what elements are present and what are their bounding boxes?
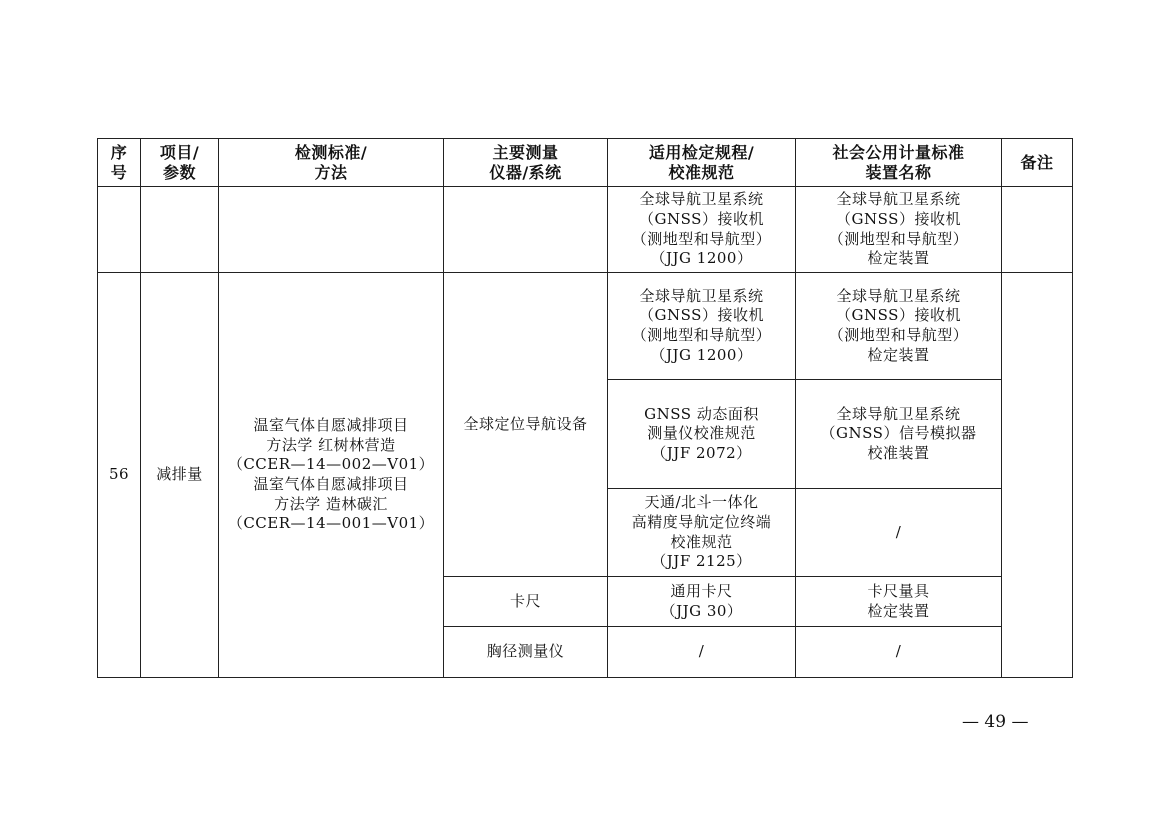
header-device: 社会公用计量标准 装置名称 bbox=[796, 139, 1002, 187]
cell-device: 全球导航卫星系统 （GNSS）信号模拟器 校准装置 bbox=[796, 380, 1002, 489]
cell-empty bbox=[444, 187, 608, 273]
header-item: 项目/ 参数 bbox=[141, 139, 219, 187]
table-row bbox=[98, 187, 1073, 273]
cell-procedure: 全球导航卫星系统 （GNSS）接收机 （测地型和导航型） （JJG 1200） bbox=[608, 187, 796, 273]
cell-remark bbox=[1002, 273, 1073, 678]
cell-device: / bbox=[796, 627, 1002, 678]
cell-instrument: 全球定位导航设备 bbox=[444, 273, 608, 577]
cell-remark bbox=[1002, 187, 1073, 273]
header-instrument: 主要测量 仪器/系统 bbox=[444, 139, 608, 187]
cell-procedure: 天通/北斗一体化 高精度导航定位终端 校准规范 （JJF 2125） bbox=[608, 489, 796, 577]
cell-procedure: GNSS 动态面积 测量仪校准规范 （JJF 2072） bbox=[608, 380, 796, 489]
cell-empty bbox=[219, 187, 444, 273]
cell-item: 减排量 bbox=[141, 273, 219, 678]
header-seq: 序 号 bbox=[98, 139, 141, 187]
cell-procedure: 全球导航卫星系统 （GNSS）接收机 （测地型和导航型） （JJG 1200） bbox=[608, 273, 796, 380]
cell-device: 卡尺量具 检定装置 bbox=[796, 577, 1002, 627]
header-row bbox=[98, 139, 1073, 187]
page-number: — 49 — bbox=[962, 712, 1029, 732]
cell-procedure: / bbox=[608, 627, 796, 678]
cell-instrument: 卡尺 bbox=[444, 577, 608, 627]
cell-device: 全球导航卫星系统 （GNSS）接收机 （测地型和导航型） 检定装置 bbox=[796, 187, 1002, 273]
cell-device: 全球导航卫星系统 （GNSS）接收机 （测地型和导航型） 检定装置 bbox=[796, 273, 1002, 380]
cell-procedure: 通用卡尺 （JJG 30） bbox=[608, 577, 796, 627]
header-remark: 备注 bbox=[1002, 139, 1073, 187]
cell-seq: 56 bbox=[98, 273, 141, 678]
table-row bbox=[98, 273, 1073, 380]
header-standard: 检测标准/ 方法 bbox=[219, 139, 444, 187]
cell-empty bbox=[141, 187, 219, 273]
measurement-standards-table bbox=[97, 138, 1073, 678]
cell-instrument: 胸径测量仪 bbox=[444, 627, 608, 678]
cell-device: / bbox=[796, 489, 1002, 577]
cell-empty bbox=[98, 187, 141, 273]
cell-standard: 温室气体自愿减排项目 方法学 红树林营造 （CCER—14—002—V01） 温室气体自愿减排项目 方法学 造林碳汇 （CCER—14—001—V01） bbox=[219, 273, 444, 678]
header-procedure: 适用检定规程/ 校准规范 bbox=[608, 139, 796, 187]
